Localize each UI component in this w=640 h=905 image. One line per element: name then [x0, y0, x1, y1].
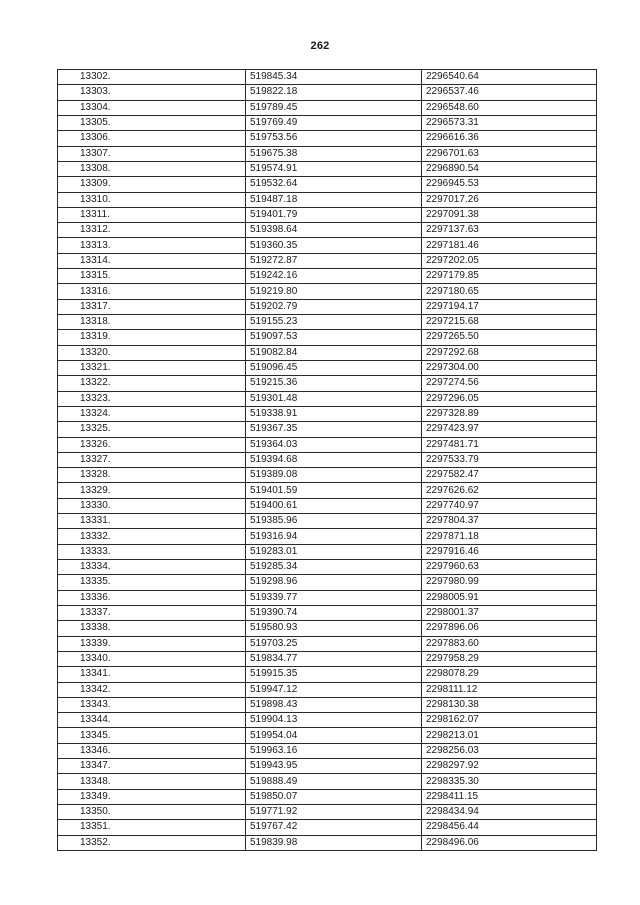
point-number-cell: 13315. [58, 269, 246, 284]
table-row [58, 437, 597, 452]
point-number-cell: 13321. [58, 360, 246, 375]
y-coordinate-cell: 2298297.92 [422, 759, 597, 774]
table-row [58, 529, 597, 544]
point-number-cell: 13308. [58, 161, 246, 176]
y-coordinate-cell: 2297296.05 [422, 391, 597, 406]
y-coordinate-cell: 2298411.15 [422, 789, 597, 804]
x-coordinate-cell: 519789.45 [246, 100, 422, 115]
table-row [58, 207, 597, 222]
table-row [58, 131, 597, 146]
x-coordinate-cell: 519400.61 [246, 498, 422, 513]
table-row [58, 70, 597, 85]
x-coordinate-cell: 519316.94 [246, 529, 422, 544]
point-number-cell: 13302. [58, 70, 246, 85]
point-number-cell: 13303. [58, 85, 246, 100]
point-number-cell: 13327. [58, 452, 246, 467]
table-row [58, 177, 597, 192]
y-coordinate-cell: 2297328.89 [422, 406, 597, 421]
y-coordinate-cell: 2297091.38 [422, 207, 597, 222]
point-number-cell: 13335. [58, 575, 246, 590]
x-coordinate-cell: 519394.68 [246, 452, 422, 467]
x-coordinate-cell: 519954.04 [246, 728, 422, 743]
x-coordinate-cell: 519272.87 [246, 253, 422, 268]
point-number-cell: 13334. [58, 560, 246, 575]
x-coordinate-cell: 519767.42 [246, 820, 422, 835]
y-coordinate-cell: 2296890.54 [422, 161, 597, 176]
y-coordinate-cell: 2297215.68 [422, 315, 597, 330]
y-coordinate-cell: 2296573.31 [422, 115, 597, 130]
x-coordinate-cell: 519096.45 [246, 360, 422, 375]
x-coordinate-cell: 519215.36 [246, 376, 422, 391]
x-coordinate-cell: 519850.07 [246, 789, 422, 804]
point-number-cell: 13332. [58, 529, 246, 544]
y-coordinate-cell: 2297533.79 [422, 452, 597, 467]
point-number-cell: 13337. [58, 605, 246, 620]
point-number-cell: 13336. [58, 590, 246, 605]
table-row [58, 651, 597, 666]
point-number-cell: 13339. [58, 636, 246, 651]
y-coordinate-cell: 2297137.63 [422, 223, 597, 238]
x-coordinate-cell: 519703.25 [246, 636, 422, 651]
point-number-cell: 13331. [58, 514, 246, 529]
y-coordinate-cell: 2296945.53 [422, 177, 597, 192]
y-coordinate-cell: 2298335.30 [422, 774, 597, 789]
point-number-cell: 13333. [58, 544, 246, 559]
y-coordinate-cell: 2297202.05 [422, 253, 597, 268]
point-number-cell: 13305. [58, 115, 246, 130]
x-coordinate-cell: 519888.49 [246, 774, 422, 789]
y-coordinate-cell: 2297980.99 [422, 575, 597, 590]
y-coordinate-cell: 2297194.17 [422, 299, 597, 314]
point-number-cell: 13338. [58, 621, 246, 636]
y-coordinate-cell: 2297265.50 [422, 330, 597, 345]
table-row [58, 682, 597, 697]
y-coordinate-cell: 2297626.62 [422, 483, 597, 498]
point-number-cell: 13330. [58, 498, 246, 513]
coordinates-table-body [58, 70, 597, 851]
table-row [58, 452, 597, 467]
point-number-cell: 13320. [58, 345, 246, 360]
point-number-cell: 13329. [58, 483, 246, 498]
y-coordinate-cell: 2298434.94 [422, 805, 597, 820]
table-row [58, 774, 597, 789]
point-number-cell: 13323. [58, 391, 246, 406]
x-coordinate-cell: 519390.74 [246, 605, 422, 620]
table-row [58, 299, 597, 314]
y-coordinate-cell: 2298130.38 [422, 697, 597, 712]
y-coordinate-cell: 2297582.47 [422, 468, 597, 483]
table-row [58, 330, 597, 345]
point-number-cell: 13342. [58, 682, 246, 697]
x-coordinate-cell: 519155.23 [246, 315, 422, 330]
point-number-cell: 13343. [58, 697, 246, 712]
y-coordinate-cell: 2297896.06 [422, 621, 597, 636]
x-coordinate-cell: 519580.93 [246, 621, 422, 636]
x-coordinate-cell: 519389.08 [246, 468, 422, 483]
table-row [58, 100, 597, 115]
x-coordinate-cell: 519963.16 [246, 743, 422, 758]
x-coordinate-cell: 519771.92 [246, 805, 422, 820]
y-coordinate-cell: 2297740.97 [422, 498, 597, 513]
x-coordinate-cell: 519285.34 [246, 560, 422, 575]
y-coordinate-cell: 2297423.97 [422, 422, 597, 437]
x-coordinate-cell: 519338.91 [246, 406, 422, 421]
table-row [58, 805, 597, 820]
point-number-cell: 13344. [58, 713, 246, 728]
x-coordinate-cell: 519487.18 [246, 192, 422, 207]
table-row [58, 192, 597, 207]
table-row [58, 391, 597, 406]
y-coordinate-cell: 2298162.07 [422, 713, 597, 728]
y-coordinate-cell: 2297804.37 [422, 514, 597, 529]
table-row [58, 789, 597, 804]
y-coordinate-cell: 2298005.91 [422, 590, 597, 605]
point-number-cell: 13340. [58, 651, 246, 666]
table-row [58, 269, 597, 284]
x-coordinate-cell: 519097.53 [246, 330, 422, 345]
y-coordinate-cell: 2297180.65 [422, 284, 597, 299]
y-coordinate-cell: 2297292.68 [422, 345, 597, 360]
x-coordinate-cell: 519401.79 [246, 207, 422, 222]
x-coordinate-cell: 519845.34 [246, 70, 422, 85]
point-number-cell: 13322. [58, 376, 246, 391]
x-coordinate-cell: 519753.56 [246, 131, 422, 146]
table-row [58, 759, 597, 774]
table-row [58, 468, 597, 483]
table-row [58, 376, 597, 391]
table-row [58, 360, 597, 375]
point-number-cell: 13346. [58, 743, 246, 758]
y-coordinate-cell: 2298256.03 [422, 743, 597, 758]
point-number-cell: 13349. [58, 789, 246, 804]
x-coordinate-cell: 519401.59 [246, 483, 422, 498]
point-number-cell: 13313. [58, 238, 246, 253]
x-coordinate-cell: 519242.16 [246, 269, 422, 284]
x-coordinate-cell: 519364.03 [246, 437, 422, 452]
table-row [58, 544, 597, 559]
table-row [58, 345, 597, 360]
y-coordinate-cell: 2297958.29 [422, 651, 597, 666]
x-coordinate-cell: 519769.49 [246, 115, 422, 130]
x-coordinate-cell: 519283.01 [246, 544, 422, 559]
table-row [58, 223, 597, 238]
x-coordinate-cell: 519367.35 [246, 422, 422, 437]
table-row [58, 85, 597, 100]
table-row [58, 284, 597, 299]
point-number-cell: 13317. [58, 299, 246, 314]
table-row [58, 315, 597, 330]
coordinates-table [57, 69, 597, 851]
y-coordinate-cell: 2297481.71 [422, 437, 597, 452]
y-coordinate-cell: 2296537.46 [422, 85, 597, 100]
x-coordinate-cell: 519834.77 [246, 651, 422, 666]
point-number-cell: 13310. [58, 192, 246, 207]
table-row [58, 667, 597, 682]
x-coordinate-cell: 519202.79 [246, 299, 422, 314]
table-row [58, 621, 597, 636]
y-coordinate-cell: 2298078.29 [422, 667, 597, 682]
y-coordinate-cell: 2298496.06 [422, 835, 597, 850]
x-coordinate-cell: 519082.84 [246, 345, 422, 360]
table-row [58, 146, 597, 161]
x-coordinate-cell: 519898.43 [246, 697, 422, 712]
x-coordinate-cell: 519385.96 [246, 514, 422, 529]
point-number-cell: 13307. [58, 146, 246, 161]
point-number-cell: 13351. [58, 820, 246, 835]
y-coordinate-cell: 2297304.00 [422, 360, 597, 375]
page-number: 262 [310, 40, 330, 52]
point-number-cell: 13341. [58, 667, 246, 682]
y-coordinate-cell: 2296548.60 [422, 100, 597, 115]
point-number-cell: 13306. [58, 131, 246, 146]
x-coordinate-cell: 519298.96 [246, 575, 422, 590]
table-row [58, 697, 597, 712]
y-coordinate-cell: 2297916.46 [422, 544, 597, 559]
y-coordinate-cell: 2297871.18 [422, 529, 597, 544]
table-row [58, 253, 597, 268]
y-coordinate-cell: 2298456.44 [422, 820, 597, 835]
y-coordinate-cell: 2298111.12 [422, 682, 597, 697]
y-coordinate-cell: 2297179.85 [422, 269, 597, 284]
table-row [58, 835, 597, 850]
point-number-cell: 13328. [58, 468, 246, 483]
y-coordinate-cell: 2297181.46 [422, 238, 597, 253]
x-coordinate-cell: 519574.91 [246, 161, 422, 176]
x-coordinate-cell: 519301.48 [246, 391, 422, 406]
table-row [58, 820, 597, 835]
table-row [58, 161, 597, 176]
point-number-cell: 13304. [58, 100, 246, 115]
y-coordinate-cell: 2297960.63 [422, 560, 597, 575]
y-coordinate-cell: 2297274.56 [422, 376, 597, 391]
point-number-cell: 13347. [58, 759, 246, 774]
x-coordinate-cell: 519398.64 [246, 223, 422, 238]
y-coordinate-cell: 2298213.01 [422, 728, 597, 743]
point-number-cell: 13314. [58, 253, 246, 268]
table-row [58, 560, 597, 575]
point-number-cell: 13318. [58, 315, 246, 330]
table-row [58, 115, 597, 130]
table-row [58, 605, 597, 620]
point-number-cell: 13312. [58, 223, 246, 238]
table-row [58, 743, 597, 758]
point-number-cell: 13350. [58, 805, 246, 820]
point-number-cell: 13319. [58, 330, 246, 345]
x-coordinate-cell: 519947.12 [246, 682, 422, 697]
y-coordinate-cell: 2296616.36 [422, 131, 597, 146]
table-row [58, 728, 597, 743]
point-number-cell: 13316. [58, 284, 246, 299]
table-row [58, 238, 597, 253]
point-number-cell: 13348. [58, 774, 246, 789]
x-coordinate-cell: 519360.35 [246, 238, 422, 253]
table-row [58, 590, 597, 605]
x-coordinate-cell: 519839.98 [246, 835, 422, 850]
x-coordinate-cell: 519675.38 [246, 146, 422, 161]
point-number-cell: 13325. [58, 422, 246, 437]
y-coordinate-cell: 2296540.64 [422, 70, 597, 85]
table-row [58, 498, 597, 513]
y-coordinate-cell: 2297883.60 [422, 636, 597, 651]
y-coordinate-cell: 2298001.37 [422, 605, 597, 620]
y-coordinate-cell: 2296701.63 [422, 146, 597, 161]
x-coordinate-cell: 519904.13 [246, 713, 422, 728]
table-row [58, 514, 597, 529]
table-row [58, 406, 597, 421]
x-coordinate-cell: 519915.35 [246, 667, 422, 682]
point-number-cell: 13311. [58, 207, 246, 222]
point-number-cell: 13309. [58, 177, 246, 192]
table-row [58, 713, 597, 728]
table-row [58, 636, 597, 651]
table-row [58, 575, 597, 590]
x-coordinate-cell: 519219.80 [246, 284, 422, 299]
x-coordinate-cell: 519339.77 [246, 590, 422, 605]
table-row [58, 422, 597, 437]
point-number-cell: 13352. [58, 835, 246, 850]
x-coordinate-cell: 519943.95 [246, 759, 422, 774]
y-coordinate-cell: 2297017.26 [422, 192, 597, 207]
point-number-cell: 13326. [58, 437, 246, 452]
point-number-cell: 13345. [58, 728, 246, 743]
x-coordinate-cell: 519532.64 [246, 177, 422, 192]
x-coordinate-cell: 519822.18 [246, 85, 422, 100]
point-number-cell: 13324. [58, 406, 246, 421]
table-row [58, 483, 597, 498]
